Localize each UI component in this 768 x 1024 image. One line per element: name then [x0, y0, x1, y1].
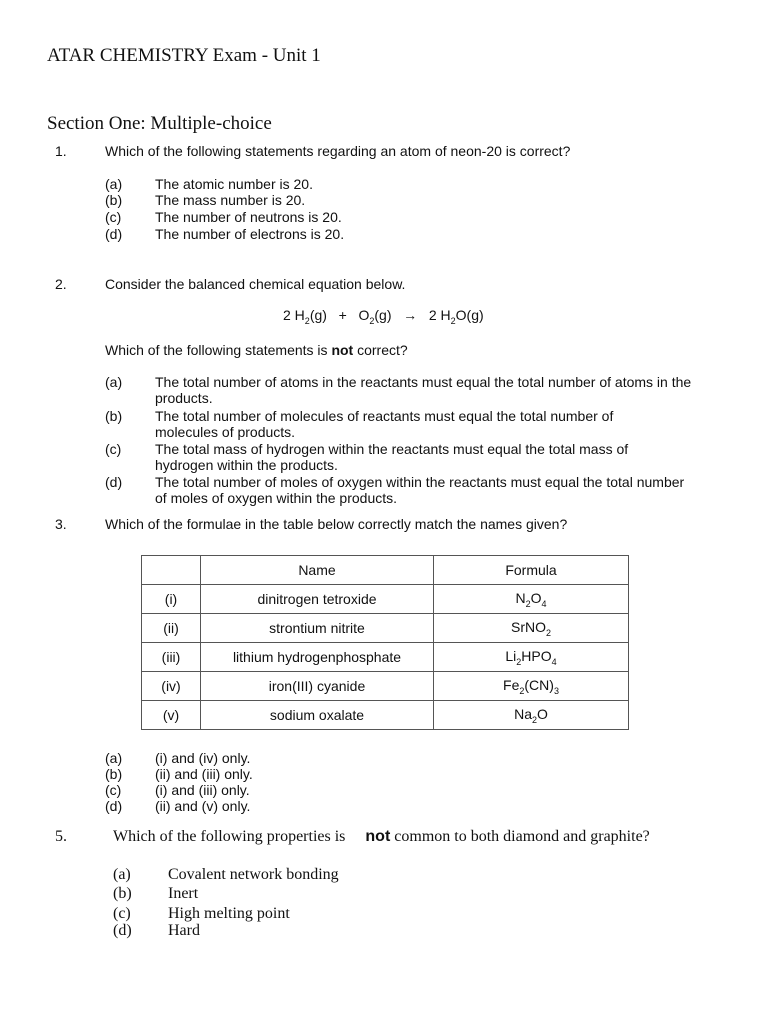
- row-id: (iv): [142, 672, 201, 701]
- table-header-name: Name: [201, 556, 434, 585]
- row-formula: $Fe_2(CN)_3$: [434, 672, 629, 701]
- emphasis-not: not: [331, 342, 354, 358]
- chemical-equation: 2 $H_2(g)$ + $O_2(g)$ → 2 $H_2O(g)$: [283, 307, 484, 326]
- q5-option-a-text: Covalent network bonding: [168, 866, 339, 883]
- q2-option-c-label: (c): [105, 441, 122, 457]
- q3-option-c-label: (c): [105, 782, 122, 798]
- q2-option-d-label: (d): [105, 474, 123, 490]
- q3-option-c-text: (i) and (iii) only.: [155, 782, 250, 798]
- reaction-arrow: →: [403, 307, 418, 323]
- table-row: [142, 614, 629, 643]
- table-row: [142, 672, 629, 701]
- question-3-text: Which of the formulae in the table below correctly match the names given?: [105, 516, 568, 532]
- exam-title: ATAR CHEMISTRY Exam - Unit 1: [47, 45, 321, 66]
- question-5-stem: Which of the following properties is not common to both diamond and graphite?: [113, 828, 650, 845]
- q1-option-d-text: The number of electrons is 20.: [155, 226, 345, 242]
- q5-option-c-label: (c): [113, 905, 131, 922]
- row-formula: SrNO$_2$: [434, 614, 629, 643]
- q2-option-a-label: (a): [105, 374, 123, 390]
- q1-option-a-text: The atomic number is 20.: [155, 176, 313, 192]
- q1-option-d-label: (d): [105, 226, 123, 242]
- q5-option-b-text: Inert: [168, 885, 199, 902]
- table-header-formula: Formula: [434, 556, 629, 585]
- q3-option-b-label: (b): [105, 766, 123, 782]
- row-name: dinitrogen tetroxide: [201, 585, 434, 614]
- row-id: (v): [142, 701, 201, 730]
- q2-option-b-label: (b): [105, 408, 123, 424]
- question-1-text: Which of the following statements regarding an atom of neon-20 is correct?: [105, 143, 571, 159]
- row-name: sodium oxalate: [201, 701, 434, 730]
- q1-option-c-label: (c): [105, 209, 122, 225]
- q1-option-a-label: (a): [105, 176, 123, 192]
- row-id: (iii): [142, 643, 201, 672]
- emphasis-not: not: [365, 828, 391, 845]
- q5-option-b-label: (b): [113, 885, 132, 902]
- q3-option-a-text: (i) and (iv) only.: [155, 750, 251, 766]
- table-header-cell: [142, 556, 201, 585]
- q2-option-a-text: The total number of atoms in the reactants must equal the total number of atoms in the products.: [155, 374, 692, 406]
- row-formula: $N_2O_4$: [434, 585, 629, 614]
- table-row: [142, 643, 629, 672]
- row-formula: $Li_2HPO_4$: [434, 643, 629, 672]
- formula-table: [141, 555, 629, 730]
- q3-option-d-label: (d): [105, 798, 123, 814]
- row-id: (ii): [142, 614, 201, 643]
- table-row: [142, 701, 629, 730]
- row-name: strontium nitrite: [201, 614, 434, 643]
- question-3-number: 3.: [55, 516, 67, 532]
- q1-option-b-text: The mass number is 20.: [155, 192, 306, 208]
- question-1-number: 1.: [55, 143, 67, 159]
- q2-option-d-text: The total number of moles of oxygen within the reactants must equal the total number of moles of oxygen within the products.: [155, 474, 685, 506]
- q1-option-c-text: The number of neutrons is 20.: [155, 209, 342, 225]
- row-name: iron(III) cyanide: [201, 672, 434, 701]
- q5-option-d-label: (d): [113, 922, 132, 939]
- question-2-text: Consider the balanced chemical equation below.: [105, 276, 406, 292]
- q2-option-b-text: The total number of molecules of reactants must equal the total number of molecules of products.: [155, 408, 614, 440]
- q3-option-a-label: (a): [105, 750, 123, 766]
- question-5-number: 5.: [55, 828, 67, 845]
- q2-option-c-text: The total mass of hydrogen within the reactants must equal the total mass of hydrogen within the products.: [155, 441, 629, 473]
- q5-option-a-label: (a): [113, 866, 131, 883]
- q3-option-d-text: (ii) and (v) only.: [155, 798, 251, 814]
- row-formula: $Na_2O$: [434, 701, 629, 730]
- section-heading: Section One: Multiple-choice: [47, 113, 272, 134]
- table-header-row: [142, 556, 629, 585]
- question-2-number: 2.: [55, 276, 67, 292]
- q5-option-d-text: Hard: [168, 922, 200, 939]
- q5-option-c-text: High melting point: [168, 905, 290, 922]
- q1-option-b-label: (b): [105, 192, 123, 208]
- row-id: (i): [142, 585, 201, 614]
- question-2-stem: Which of the following statements is not correct?: [105, 342, 408, 358]
- row-name: lithium hydrogenphosphate: [201, 643, 434, 672]
- table-row: [142, 585, 629, 614]
- q3-option-b-text: (ii) and (iii) only.: [155, 766, 253, 782]
